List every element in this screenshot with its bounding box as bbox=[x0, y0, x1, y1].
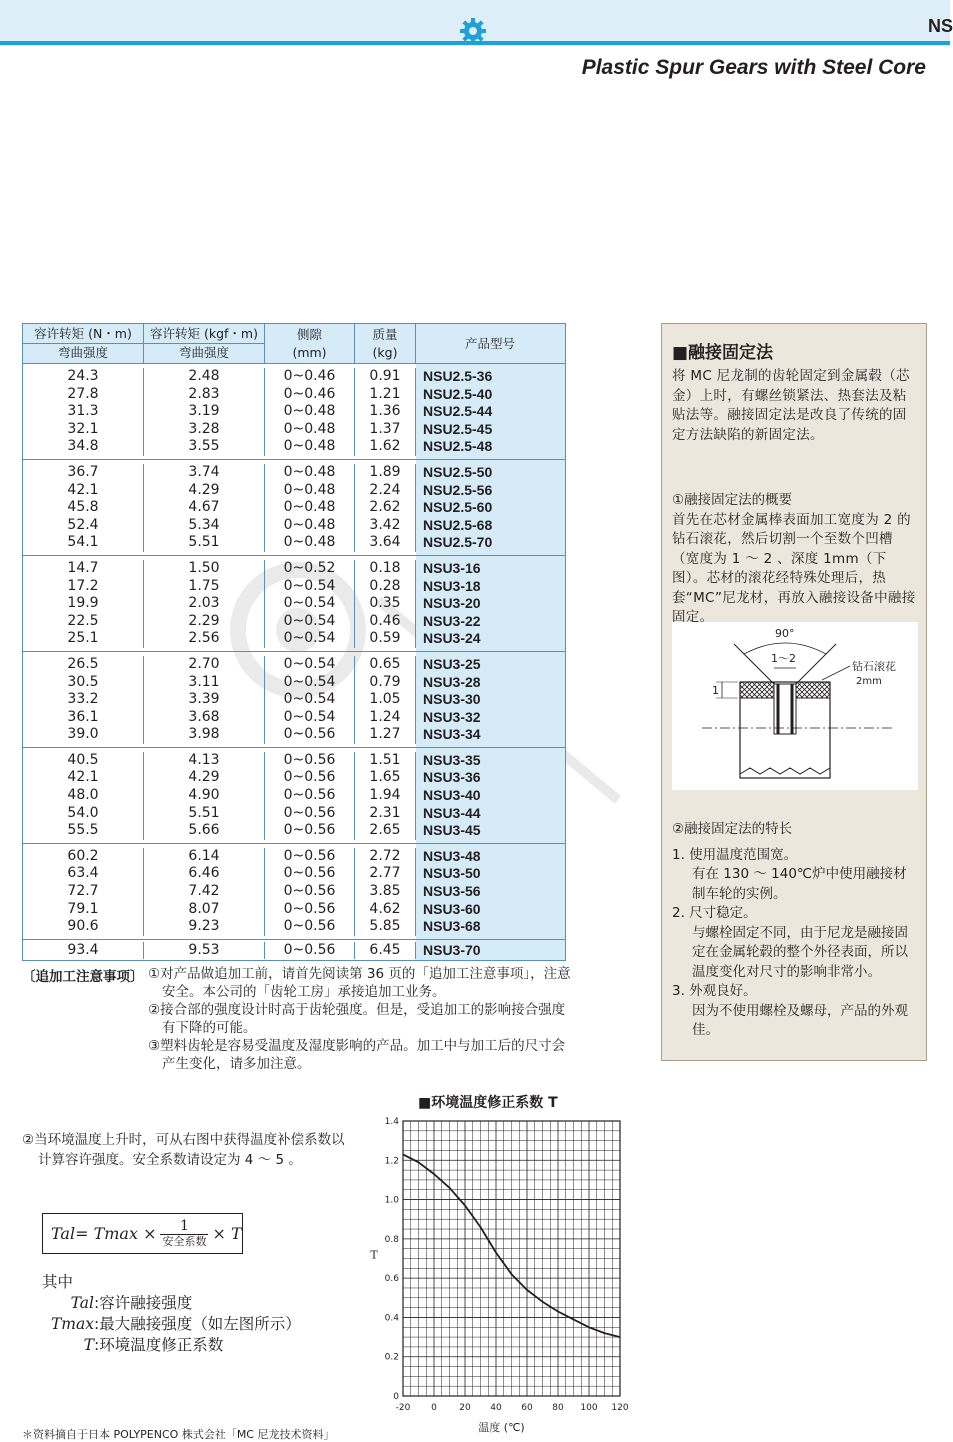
backlash-cell: 0~0.54 bbox=[283, 655, 336, 672]
table-column bbox=[23, 368, 144, 456]
mass-cell: 2.72 bbox=[369, 847, 401, 864]
knurl-groove-diagram bbox=[672, 622, 918, 790]
backlash-cell: 0~0.48 bbox=[283, 534, 336, 551]
table-row-group bbox=[23, 748, 565, 844]
table-column bbox=[23, 752, 144, 840]
definitions-title: 其中 bbox=[42, 1273, 74, 1291]
torque-nm-cell: 17.2 bbox=[67, 577, 99, 594]
torque-nm-cell: 19.9 bbox=[67, 595, 99, 612]
table-column bbox=[416, 560, 564, 648]
torque-kgf-cell: 9.23 bbox=[188, 918, 220, 935]
torque-kgf-cell: 2.48 bbox=[188, 368, 220, 384]
torque-kgf-cell: 5.34 bbox=[188, 516, 220, 533]
torque-nm-cell: 30.5 bbox=[67, 673, 99, 690]
x-tick-label: -20 bbox=[395, 1403, 411, 1413]
model-cell: NSU2.5-36 bbox=[423, 368, 493, 384]
torque-nm-cell: 54.1 bbox=[67, 534, 99, 551]
mass-cell: 1.65 bbox=[369, 769, 401, 786]
table-column bbox=[416, 656, 564, 744]
backlash-cell: 0~0.56 bbox=[283, 804, 336, 821]
model-cell: NSU3-24 bbox=[423, 630, 481, 647]
torque-nm-cell: 54.0 bbox=[67, 804, 99, 821]
definition-symbol: T bbox=[83, 1336, 94, 1354]
model-cell: NSU3-16 bbox=[423, 559, 481, 576]
mass-cell: 0.35 bbox=[369, 595, 401, 612]
torque-nm-cell: 48.0 bbox=[67, 787, 99, 804]
header-torque-kgf-label: 容许转矩 (kgf・m) bbox=[144, 325, 264, 344]
table-column bbox=[355, 368, 416, 456]
y-tick-label: 0.8 bbox=[384, 1234, 399, 1245]
backlash-cell: 0~0.48 bbox=[283, 420, 336, 437]
diagram-angle-label: 90° bbox=[775, 627, 795, 640]
note-item: ②接合部的强度设计时高于齿轮强度。但是，受追加工的影响接合强度有下降的可能。 bbox=[148, 1002, 566, 1036]
x-tick-label: 20 bbox=[459, 1403, 471, 1413]
table-column bbox=[355, 848, 416, 936]
mass-cell: 1.36 bbox=[369, 403, 401, 420]
torque-kgf-cell: 4.29 bbox=[188, 769, 220, 786]
mass-cell: 2.77 bbox=[369, 865, 401, 882]
table-row-group bbox=[23, 556, 565, 652]
torque-kgf-cell: 5.66 bbox=[188, 822, 220, 839]
table-column bbox=[144, 560, 265, 648]
model-cell: NSU3-60 bbox=[423, 900, 481, 917]
torque-kgf-cell: 9.53 bbox=[188, 941, 220, 958]
backlash-cell: 0~0.54 bbox=[283, 630, 336, 647]
mass-cell: 0.65 bbox=[369, 655, 401, 672]
formula-rhs: × T bbox=[212, 1224, 242, 1243]
table-column bbox=[416, 464, 564, 552]
model-cell: NSU3-68 bbox=[423, 918, 481, 935]
model-cell: NSU2.5-70 bbox=[423, 534, 493, 551]
y-tick-label: 0.4 bbox=[384, 1313, 399, 1324]
torque-kgf-cell: 6.14 bbox=[188, 847, 220, 864]
torque-kgf-cell: 7.42 bbox=[188, 883, 220, 900]
table-row-group bbox=[23, 940, 565, 961]
table-column bbox=[265, 560, 355, 648]
table-column bbox=[23, 560, 144, 648]
mass-cell: 1.21 bbox=[369, 385, 401, 402]
definition-text: 环境温度修正系数 bbox=[99, 1336, 224, 1354]
torque-kgf-cell: 3.28 bbox=[188, 420, 220, 437]
mass-cell: 1.62 bbox=[369, 438, 401, 455]
definition-symbol: Tmax bbox=[50, 1315, 94, 1333]
formula-lhs: Tal bbox=[51, 1224, 76, 1243]
formula-denominator: 安全系数 bbox=[162, 1235, 207, 1248]
torque-nm-cell: 42.1 bbox=[67, 481, 99, 498]
formula-numerator: 1 bbox=[180, 1218, 189, 1234]
chart-title: ■环境温度修正系数 T bbox=[418, 1095, 558, 1111]
torque-nm-cell: 45.8 bbox=[67, 499, 99, 516]
torque-nm-cell: 36.1 bbox=[67, 708, 99, 725]
table-column bbox=[265, 464, 355, 552]
backlash-cell: 0~0.56 bbox=[283, 918, 336, 935]
table-row-group bbox=[23, 652, 565, 748]
backlash-cell: 0~0.48 bbox=[283, 463, 336, 480]
model-cell: NSU3-30 bbox=[423, 691, 481, 708]
torque-kgf-cell: 3.11 bbox=[188, 673, 220, 690]
mass-cell: 3.85 bbox=[369, 883, 401, 900]
page-title: Plastic Spur Gears with Steel Core bbox=[581, 56, 926, 79]
mass-cell: 1.89 bbox=[369, 463, 401, 480]
torque-kgf-cell: 6.46 bbox=[188, 865, 220, 882]
header-torque-nm-sub: 弯曲强度 bbox=[57, 345, 108, 360]
torque-nm-cell: 26.5 bbox=[67, 655, 99, 672]
model-cell: NSU3-70 bbox=[423, 941, 481, 958]
table-column bbox=[265, 368, 355, 456]
model-cell: NSU3-44 bbox=[423, 804, 481, 821]
notes-list bbox=[148, 965, 573, 1073]
y-tick-label: 0.6 bbox=[384, 1274, 399, 1285]
definition-row: Tal : 容许融接强度 bbox=[42, 1293, 301, 1314]
model-cell: NSU2.5-56 bbox=[423, 481, 493, 498]
diagram-depth-label: 1 bbox=[712, 684, 719, 697]
model-cell: NSU2.5-44 bbox=[423, 403, 493, 420]
torque-nm-cell: 27.8 bbox=[67, 385, 99, 402]
torque-nm-cell: 60.2 bbox=[67, 847, 99, 864]
backlash-cell: 0~0.46 bbox=[283, 368, 336, 384]
torque-nm-cell: 22.5 bbox=[67, 612, 99, 629]
mass-cell: 0.59 bbox=[369, 630, 401, 647]
mass-cell: 0.91 bbox=[369, 368, 401, 384]
x-tick-label: 100 bbox=[580, 1403, 598, 1413]
section2-title: ②融接固定法的特长 bbox=[672, 821, 793, 837]
model-cell: NSU3-22 bbox=[423, 612, 481, 629]
torque-nm-cell: 52.4 bbox=[67, 516, 99, 533]
mass-cell: 2.65 bbox=[369, 822, 401, 839]
formula-box bbox=[42, 1213, 243, 1254]
torque-nm-cell: 32.1 bbox=[67, 420, 99, 437]
header-mass-unit: (kg) bbox=[372, 344, 398, 360]
series-code: NS bbox=[928, 16, 953, 36]
torque-kgf-cell: 3.39 bbox=[188, 691, 220, 708]
table-column bbox=[144, 752, 265, 840]
x-axis-label: 温度 (℃) bbox=[478, 1421, 525, 1434]
x-tick-label: 80 bbox=[552, 1403, 564, 1413]
torque-nm-cell: 36.7 bbox=[67, 463, 99, 480]
torque-nm-cell: 34.8 bbox=[67, 438, 99, 455]
table-column bbox=[355, 464, 416, 552]
torque-kgf-cell: 2.70 bbox=[188, 655, 220, 672]
temperature-note-text: ②当环境温度上升时，可从右图中获得温度补偿系数以计算容许强度。安全系数请设定为 4 ～ 5 。 bbox=[22, 1132, 345, 1168]
torque-kgf-cell: 3.98 bbox=[188, 726, 220, 743]
table-column bbox=[23, 848, 144, 936]
backlash-cell: 0~0.54 bbox=[283, 673, 336, 690]
table-row-group bbox=[23, 844, 565, 940]
model-cell: NSU3-32 bbox=[423, 708, 481, 725]
torque-nm-cell: 39.0 bbox=[67, 726, 99, 743]
model-cell: NSU2.5-40 bbox=[423, 385, 493, 402]
torque-kgf-cell: 3.68 bbox=[188, 708, 220, 725]
mass-cell: 1.05 bbox=[369, 691, 401, 708]
definition-text: 容许融接强度 bbox=[99, 1294, 193, 1312]
definition-row: Tmax : 最大融接强度（如左图所示） bbox=[42, 1314, 301, 1335]
y-tick-label: 1.2 bbox=[384, 1156, 399, 1167]
mass-cell: 4.62 bbox=[369, 900, 401, 917]
table-column bbox=[144, 848, 265, 936]
torque-kgf-cell: 5.51 bbox=[188, 534, 220, 551]
model-cell: NSU2.5-50 bbox=[423, 463, 493, 480]
torque-nm-cell: 33.2 bbox=[67, 691, 99, 708]
feature-title: 1. 使用温度范围宽。 bbox=[672, 846, 798, 863]
model-cell: NSU3-56 bbox=[423, 883, 481, 900]
gear-icon bbox=[459, 17, 487, 45]
torque-kgf-cell: 3.74 bbox=[188, 463, 220, 480]
table-column bbox=[416, 942, 564, 960]
table-column bbox=[265, 848, 355, 936]
backlash-cell: 0~0.54 bbox=[283, 577, 336, 594]
notes-heading: 〔追加工注意事项〕 bbox=[22, 969, 144, 985]
torque-kgf-cell: 3.55 bbox=[188, 438, 220, 455]
mass-cell: 2.31 bbox=[369, 804, 401, 821]
table-column bbox=[355, 942, 416, 960]
note-item: ③塑料齿轮是容易受温度及湿度影响的产品。加工中与加工后的尺寸会产生变化，请多加注意。 bbox=[148, 1038, 566, 1072]
temperature-correction-chart bbox=[360, 1110, 640, 1437]
backlash-cell: 0~0.56 bbox=[283, 941, 336, 958]
backlash-cell: 0~0.56 bbox=[283, 847, 336, 864]
torque-kgf-cell: 4.90 bbox=[188, 787, 220, 804]
table-column bbox=[23, 656, 144, 744]
model-cell: NSU2.5-68 bbox=[423, 516, 493, 533]
mass-cell: 2.62 bbox=[369, 499, 401, 516]
table-column bbox=[355, 560, 416, 648]
mass-cell: 3.42 bbox=[369, 516, 401, 533]
table-column bbox=[416, 368, 564, 456]
backlash-cell: 0~0.54 bbox=[283, 612, 336, 629]
backlash-cell: 0~0.48 bbox=[283, 481, 336, 498]
definition-text: 最大融接强度（如左图所示） bbox=[99, 1315, 301, 1333]
mass-cell: 1.94 bbox=[369, 787, 401, 804]
table-column bbox=[265, 942, 355, 960]
model-cell: NSU3-36 bbox=[423, 769, 481, 786]
header-torque-kgf bbox=[144, 324, 265, 363]
torque-nm-cell: 42.1 bbox=[67, 769, 99, 786]
x-tick-label: 0 bbox=[431, 1403, 437, 1413]
backlash-cell: 0~0.56 bbox=[283, 751, 336, 768]
torque-kgf-cell: 2.03 bbox=[188, 595, 220, 612]
mass-cell: 0.28 bbox=[369, 577, 401, 594]
model-cell: NSU3-28 bbox=[423, 673, 481, 690]
header-backlash-label: 侧隙 bbox=[296, 326, 322, 342]
feature-body: 有在 130 ～ 140℃炉中使用融接材制车轮的实例。 bbox=[692, 866, 907, 902]
model-cell: NSU3-40 bbox=[423, 787, 481, 804]
table-column bbox=[23, 464, 144, 552]
backlash-cell: 0~0.56 bbox=[283, 900, 336, 917]
definition-row: T : 环境温度修正系数 bbox=[42, 1335, 301, 1356]
feature-body: 与螺栓固定不同，由于尼龙是融接固定在金属轮毂的整个外径表面，所以温度变化对尺寸的影响非常小。 bbox=[692, 924, 908, 980]
backlash-cell: 0~0.46 bbox=[283, 385, 336, 402]
formula-fraction bbox=[160, 1218, 208, 1249]
table-column bbox=[144, 656, 265, 744]
diagram-knurl-label: 钻石滚花 bbox=[852, 660, 896, 673]
header-backlash bbox=[265, 324, 355, 363]
mass-cell: 0.18 bbox=[369, 559, 401, 576]
table-column bbox=[265, 656, 355, 744]
panel-heading: ■融接固定法 bbox=[672, 343, 774, 363]
features-block bbox=[672, 820, 918, 1041]
table-column bbox=[416, 848, 564, 936]
table-row-group bbox=[23, 460, 565, 556]
backlash-cell: 0~0.56 bbox=[283, 769, 336, 786]
torque-kgf-cell: 5.51 bbox=[188, 804, 220, 821]
torque-nm-cell: 79.1 bbox=[67, 900, 99, 917]
backlash-cell: 0~0.56 bbox=[283, 865, 336, 882]
model-cell: NSU3-34 bbox=[423, 726, 481, 743]
header-model bbox=[416, 324, 564, 363]
torque-kgf-cell: 8.07 bbox=[188, 900, 220, 917]
panel-intro: 将 MC 尼龙制的齿轮固定到金属毂（芯金）上时，有螺丝锁紧法、热套法及粘贴法等。融接固定法是改良了传统的固定方法缺陷的新固定法。 bbox=[672, 368, 910, 443]
mass-cell: 0.79 bbox=[369, 673, 401, 690]
torque-kgf-cell: 1.50 bbox=[188, 559, 220, 576]
y-tick-label: 1.4 bbox=[384, 1117, 399, 1127]
table-column bbox=[265, 752, 355, 840]
table-column bbox=[144, 368, 265, 456]
backlash-cell: 0~0.48 bbox=[283, 403, 336, 420]
feature-body: 因为不使用螺栓及螺母，产品的外观佳。 bbox=[692, 1002, 908, 1038]
backlash-cell: 0~0.56 bbox=[283, 883, 336, 900]
torque-nm-cell: 72.7 bbox=[67, 883, 99, 900]
spec-table bbox=[22, 323, 566, 961]
header-model-label: 产品型号 bbox=[464, 335, 515, 351]
table-body bbox=[23, 364, 565, 960]
torque-kgf-cell: 4.29 bbox=[188, 481, 220, 498]
torque-kgf-cell: 2.83 bbox=[188, 385, 220, 402]
y-axis-label: T bbox=[370, 1248, 378, 1262]
torque-nm-cell: 63.4 bbox=[67, 865, 99, 882]
mass-cell: 1.51 bbox=[369, 751, 401, 768]
model-cell: NSU2.5-45 bbox=[423, 420, 493, 437]
backlash-cell: 0~0.48 bbox=[283, 516, 336, 533]
header-torque-kgf-sub: 弯曲强度 bbox=[178, 345, 229, 360]
y-tick-label: 0 bbox=[393, 1392, 399, 1402]
section1-body: 首先在芯材金属棒表面加工宽度为 2 的钻石滚花，然后切割一个至数个凹槽（宽度为 1 ～ 2 、深度 1mm（下图）。芯材的滚花经特殊处理后，热套“MC”尼龙材，再放入融接设备中融接固定。 bbox=[672, 511, 916, 625]
table-column bbox=[416, 752, 564, 840]
section1-title: ①融接固定法的概要 bbox=[672, 492, 793, 508]
table-column bbox=[23, 942, 144, 960]
mass-cell: 2.24 bbox=[369, 481, 401, 498]
x-tick-label: 40 bbox=[490, 1403, 502, 1413]
backlash-cell: 0~0.52 bbox=[283, 559, 336, 576]
backlash-cell: 0~0.56 bbox=[283, 822, 336, 839]
model-cell: NSU3-35 bbox=[423, 751, 481, 768]
table-column bbox=[355, 656, 416, 744]
x-tick-label: 60 bbox=[521, 1403, 533, 1413]
mass-cell: 1.24 bbox=[369, 708, 401, 725]
header-backlash-unit: (mm) bbox=[292, 344, 327, 360]
table-header bbox=[23, 324, 565, 364]
torque-nm-cell: 55.5 bbox=[67, 822, 99, 839]
torque-kgf-cell: 2.56 bbox=[188, 630, 220, 647]
torque-nm-cell: 14.7 bbox=[67, 559, 99, 576]
x-tick-label: 120 bbox=[611, 1403, 629, 1413]
torque-nm-cell: 40.5 bbox=[67, 751, 99, 768]
header-torque-nm-label: 容许转矩 (N・m) bbox=[23, 325, 143, 344]
header-mass bbox=[355, 324, 416, 363]
feature-title: 2. 尺寸稳定。 bbox=[672, 905, 757, 921]
torque-kgf-cell: 1.75 bbox=[188, 577, 220, 594]
backlash-cell: 0~0.54 bbox=[283, 595, 336, 612]
backlash-cell: 0~0.48 bbox=[283, 438, 336, 455]
backlash-cell: 0~0.54 bbox=[283, 691, 336, 708]
model-cell: NSU3-48 bbox=[423, 847, 481, 864]
footnote: ＊资料摘自于日本 POLYPENCO 株式会社「MC 尼龙技术资料」 bbox=[22, 1428, 335, 1441]
model-cell: NSU2.5-60 bbox=[423, 499, 493, 516]
torque-nm-cell: 31.3 bbox=[67, 403, 99, 420]
table-column bbox=[355, 752, 416, 840]
model-cell: NSU2.5-48 bbox=[423, 438, 493, 455]
torque-nm-cell: 24.3 bbox=[67, 368, 99, 384]
feature-title: 3. 外观良好。 bbox=[672, 983, 757, 999]
mass-cell: 0.46 bbox=[369, 612, 401, 629]
y-tick-label: 1.0 bbox=[384, 1195, 399, 1206]
model-cell: NSU3-18 bbox=[423, 577, 481, 594]
model-cell: NSU3-20 bbox=[423, 595, 481, 612]
mass-cell: 1.37 bbox=[369, 420, 401, 437]
table-column bbox=[144, 464, 265, 552]
mass-cell: 3.64 bbox=[369, 534, 401, 551]
torque-kgf-cell: 4.67 bbox=[188, 499, 220, 516]
diagram-width-label: 1～2 bbox=[771, 652, 796, 665]
mass-cell: 1.27 bbox=[369, 726, 401, 743]
model-cell: NSU3-45 bbox=[423, 822, 481, 839]
model-cell: NSU3-25 bbox=[423, 655, 481, 672]
backlash-cell: 0~0.56 bbox=[283, 787, 336, 804]
definition-symbol: Tal bbox=[70, 1294, 94, 1312]
definitions bbox=[42, 1272, 301, 1356]
torque-nm-cell: 90.6 bbox=[67, 918, 99, 935]
y-tick-label: 0.2 bbox=[384, 1352, 399, 1363]
backlash-cell: 0~0.48 bbox=[283, 499, 336, 516]
mass-cell: 5.85 bbox=[369, 918, 401, 935]
formula-eq: = Tmax × bbox=[75, 1224, 157, 1243]
model-cell: NSU3-50 bbox=[423, 865, 481, 882]
temperature-note bbox=[22, 1130, 357, 1170]
table-column bbox=[144, 942, 265, 960]
torque-nm-cell: 93.4 bbox=[67, 941, 99, 958]
header-torque-nm bbox=[23, 324, 144, 363]
backlash-cell: 0~0.56 bbox=[283, 726, 336, 743]
diagram-knurl-size: 2mm bbox=[856, 676, 882, 687]
torque-kgf-cell: 4.13 bbox=[188, 751, 220, 768]
torque-kgf-cell: 2.29 bbox=[188, 612, 220, 629]
table-row-group bbox=[23, 364, 565, 460]
fusion-method-panel bbox=[661, 323, 927, 1061]
torque-nm-cell: 25.1 bbox=[67, 630, 99, 647]
note-item: ①对产品做追加工前，请首先阅读第 36 页的「追加工注意事项」，注意安全。本公司的「齿轮工房」承接追加工业务。 bbox=[148, 966, 571, 1000]
mass-cell: 6.45 bbox=[369, 941, 401, 958]
torque-kgf-cell: 3.19 bbox=[188, 403, 220, 420]
header-mass-label: 质量 bbox=[372, 326, 398, 342]
backlash-cell: 0~0.54 bbox=[283, 708, 336, 725]
